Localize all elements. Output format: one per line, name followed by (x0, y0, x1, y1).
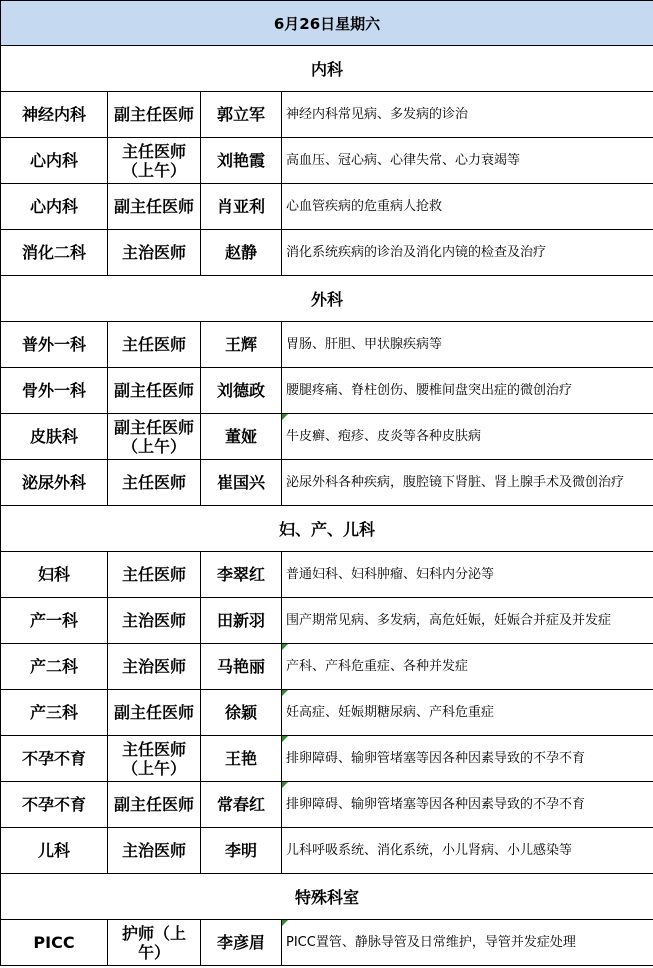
department-cell-text: 不孕不育 (21, 795, 86, 814)
description-cell (282, 460, 653, 506)
department-cell (1, 138, 108, 184)
comment-marker-icon (282, 414, 288, 420)
description-cell (282, 598, 653, 644)
table-row (1, 828, 653, 874)
title-cell (108, 92, 201, 138)
description-cell-text: 高血压、冠心病、心律失常、心力衰竭等 (286, 152, 521, 168)
department-cell-text: 泌尿外科 (21, 473, 86, 492)
comment-marker-icon (282, 690, 288, 696)
table-row (1, 552, 653, 598)
doctor-cell-text: 王艳 (224, 749, 257, 768)
title-cell-text: 主任医师 (121, 473, 186, 492)
doctor-cell (201, 782, 282, 828)
title-cell (108, 736, 201, 782)
department-cell (1, 736, 108, 782)
department-cell (1, 782, 108, 828)
doctor-cell (201, 322, 282, 368)
title-cell (108, 460, 201, 506)
department-cell-text: 消化二科 (21, 243, 86, 262)
department-cell-text: 神经内科 (21, 105, 86, 124)
description-cell-text: 心血管疾病的危重病人抢救 (286, 198, 443, 214)
title-cell-text: 副主任医师 (113, 381, 194, 400)
description-cell-text: 神经内科常见病、多发病的诊治 (286, 106, 469, 122)
description-cell-text: 腰腿疼痛、脊柱创伤、腰椎间盘突出症的微创治疗 (286, 382, 573, 398)
title-cell (108, 184, 201, 230)
department-cell (1, 644, 108, 690)
doctor-cell (201, 230, 282, 276)
doctor-cell-text: 刘德政 (216, 381, 265, 400)
doctor-cell-text: 常春红 (216, 795, 265, 814)
department-cell-text: 骨外一科 (21, 381, 86, 400)
doctor-cell (201, 690, 282, 736)
comment-marker-icon (282, 782, 288, 788)
title-cell-text: 主任医师 (121, 565, 186, 584)
comment-marker-icon (282, 920, 288, 926)
doctor-cell-text: 肖亚利 (216, 197, 265, 216)
doctor-cell (201, 598, 282, 644)
doctor-cell (201, 414, 282, 460)
section-special-departments: 特殊科室 (1, 874, 653, 920)
schedule-body (1, 1, 653, 966)
department-cell (1, 414, 108, 460)
department-cell-text: 产三科 (29, 703, 78, 722)
doctor-cell-text: 马艳丽 (216, 657, 265, 676)
description-cell-text: 排卵障碍、输卵管堵塞等因各种因素导致的不孕不育 (286, 796, 586, 812)
description-cell (282, 920, 653, 966)
section-internal-medicine: 内科 (1, 46, 653, 92)
table-row (1, 322, 653, 368)
description-cell-text: 妊高症、妊娠期糖尿病、产科危重症 (286, 704, 495, 720)
department-cell (1, 460, 108, 506)
title-cell (108, 552, 201, 598)
doctor-cell-text: 崔国兴 (216, 473, 265, 492)
description-cell (282, 552, 653, 598)
table-row (1, 920, 653, 966)
description-cell-text: 产科、产科危重症、各种并发症 (286, 658, 469, 674)
doctor-cell (201, 184, 282, 230)
doctor-cell-text: 郭立军 (216, 105, 265, 124)
description-cell-text: 围产期常见病、多发病，高危妊娠，妊娠合并症及并发症 (286, 612, 612, 628)
doctor-cell-text: 王辉 (224, 335, 257, 354)
department-cell (1, 368, 108, 414)
table-row (1, 782, 653, 828)
table-row (1, 230, 653, 276)
table-row (1, 690, 653, 736)
title-cell-text: 主治医师 (121, 657, 186, 676)
description-cell (282, 184, 653, 230)
table-row (1, 460, 653, 506)
description-cell (282, 828, 653, 874)
description-cell (282, 644, 653, 690)
title-cell (108, 138, 201, 184)
description-cell (282, 322, 653, 368)
department-cell-text: 产二科 (29, 657, 78, 676)
description-cell (282, 138, 653, 184)
date-header-row (1, 1, 653, 46)
department-cell-text: PICC (33, 933, 75, 952)
title-cell-text: 主任医师 (121, 335, 186, 354)
title-cell-text: 副主任医师（上午） (113, 417, 194, 456)
description-cell (282, 690, 653, 736)
department-cell (1, 230, 108, 276)
title-cell (108, 782, 201, 828)
department-cell-text: 皮肤科 (29, 427, 78, 446)
table-row (1, 598, 653, 644)
description-cell (282, 782, 653, 828)
title-cell (108, 598, 201, 644)
title-cell-text: 主任医师（上午） (121, 141, 186, 180)
department-cell (1, 828, 108, 874)
department-cell-text: 儿科 (37, 841, 70, 860)
comment-marker-icon (282, 736, 288, 742)
title-cell-text: 副主任医师 (113, 795, 194, 814)
doctor-cell (201, 644, 282, 690)
department-cell-text: 心内科 (29, 151, 78, 170)
description-cell (282, 230, 653, 276)
department-cell-text: 妇科 (37, 565, 70, 584)
doctor-cell (201, 92, 282, 138)
title-cell-text: 护师（上午） (121, 923, 186, 962)
department-cell (1, 598, 108, 644)
section-header-row (1, 276, 653, 322)
title-cell-text: 副主任医师 (113, 105, 194, 124)
doctor-cell (201, 460, 282, 506)
description-cell (282, 368, 653, 414)
department-cell (1, 690, 108, 736)
table-row (1, 414, 653, 460)
table-row (1, 184, 653, 230)
date-title: 6月26日星期六 (1, 1, 653, 46)
doctor-cell (201, 138, 282, 184)
section-header-row (1, 874, 653, 920)
comment-marker-icon (282, 644, 288, 650)
doctor-cell (201, 736, 282, 782)
doctor-cell (201, 920, 282, 966)
description-cell-text: PICC置管、静脉导管及日常维护，导管并发症处理 (286, 934, 576, 950)
title-cell-text: 副主任医师 (113, 197, 194, 216)
department-cell (1, 322, 108, 368)
description-cell-text: 泌尿外科各种疾病，腹腔镜下肾脏、肾上腺手术及微创治疗 (286, 474, 625, 490)
department-cell (1, 92, 108, 138)
title-cell-text: 主任医师（上午） (121, 739, 186, 778)
table-row (1, 644, 653, 690)
section-header-row (1, 46, 653, 92)
section-header-row (1, 506, 653, 552)
doctor-cell-text: 李明 (224, 841, 257, 860)
table-row (1, 138, 653, 184)
department-cell (1, 552, 108, 598)
description-cell-text: 普通妇科、妇科肿瘤、妇科内分泌等 (286, 566, 495, 582)
doctor-cell (201, 368, 282, 414)
doctor-cell (201, 828, 282, 874)
doctor-cell-text: 董娅 (224, 427, 257, 446)
department-cell-text: 心内科 (29, 197, 78, 216)
doctor-cell-text: 李彦眉 (216, 933, 265, 952)
title-cell (108, 644, 201, 690)
section-surgery: 外科 (1, 276, 653, 322)
doctor-cell-text: 田新羽 (216, 611, 265, 630)
title-cell (108, 322, 201, 368)
doctor-cell (201, 552, 282, 598)
table-row (1, 736, 653, 782)
description-cell-text: 消化系统疾病的诊治及消化内镜的检查及治疗 (286, 244, 547, 260)
title-cell-text: 主治医师 (121, 841, 186, 860)
description-cell-text: 排卵障碍、输卵管堵塞等因各种因素导致的不孕不育 (286, 750, 586, 766)
section-ob-gyn-pediatrics: 妇、产、儿科 (1, 506, 653, 552)
description-cell (282, 414, 653, 460)
description-cell-text: 儿科呼吸系统、消化系统，小儿肾病、小儿感染等 (286, 842, 573, 858)
description-cell-text: 胃肠、肝胆、甲状腺疾病等 (286, 336, 443, 352)
title-cell-text: 主治医师 (121, 611, 186, 630)
table-row (1, 368, 653, 414)
doctor-cell-text: 徐颖 (224, 703, 257, 722)
description-cell (282, 736, 653, 782)
title-cell (108, 920, 201, 966)
table-row (1, 92, 653, 138)
title-cell (108, 828, 201, 874)
title-cell-text: 副主任医师 (113, 703, 194, 722)
department-cell (1, 184, 108, 230)
doctor-cell-text: 刘艳霞 (216, 151, 265, 170)
title-cell (108, 414, 201, 460)
doctor-cell-text: 李翠红 (216, 565, 265, 584)
title-cell (108, 368, 201, 414)
title-cell (108, 690, 201, 736)
department-cell (1, 920, 108, 966)
department-cell-text: 普外一科 (21, 335, 86, 354)
description-cell (282, 92, 653, 138)
title-cell (108, 230, 201, 276)
department-cell-text: 不孕不育 (21, 749, 86, 768)
description-cell-text: 牛皮癣、疱疹、皮炎等各种皮肤病 (286, 428, 482, 444)
department-cell-text: 产一科 (29, 611, 78, 630)
doctor-cell-text: 赵静 (224, 243, 257, 262)
title-cell-text: 主治医师 (121, 243, 186, 262)
